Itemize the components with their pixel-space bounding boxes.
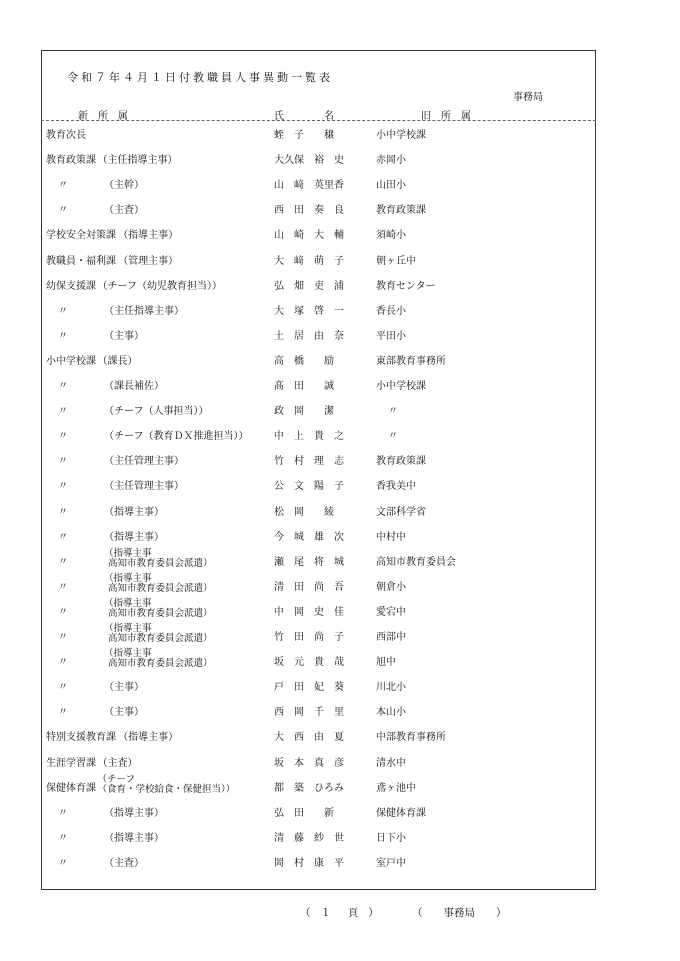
new-department: 〃	[58, 406, 68, 418]
position: （主査）	[104, 205, 144, 217]
employee-name: 都 築 ひろみ	[274, 782, 344, 794]
new-department: 〃	[58, 657, 68, 669]
previous-affiliation: 文部科学省	[376, 506, 426, 518]
new-department: 〃	[58, 556, 68, 568]
previous-affiliation: 平田小	[376, 330, 406, 342]
position-detail: 高知市教育委員会派遣）	[108, 658, 213, 670]
previous-affiliation: 小中学校課	[376, 381, 426, 392]
employee-name: 山 崎 大 輔	[274, 230, 344, 242]
employee-name: 公 文 陽 子	[274, 481, 344, 493]
employee-name: 政 岡 潔	[274, 406, 334, 418]
position: （課長補佐）	[104, 381, 164, 392]
employee-name: 蛭 子 穣	[274, 130, 334, 141]
previous-affiliation: 赤岡小	[376, 155, 406, 167]
position-detail: 高知市教育委員会派遣）	[108, 582, 213, 594]
previous-affiliation: 教育センター	[376, 280, 436, 292]
employee-name: 坂 本 真 彦	[274, 757, 344, 769]
employee-name: 大 﨑 萌 子	[274, 255, 344, 267]
page-open-paren: （	[300, 907, 311, 919]
previous-affiliation: 朝ヶ丘中	[376, 255, 416, 267]
employee-name: 大 塚 啓 一	[274, 305, 344, 317]
position: （指導主事	[104, 572, 152, 584]
position: （チーフ（教育ＤＸ推進担当））	[104, 431, 249, 443]
previous-affiliation: 中村中	[376, 531, 406, 543]
new-department: 〃	[58, 180, 68, 192]
position: （指導主事）	[104, 531, 164, 543]
new-department: 〃	[58, 456, 68, 468]
new-department: 特別支援教育課	[46, 732, 116, 744]
employee-name: 清 田 尚 吾	[274, 581, 344, 593]
position: （主任管理主事）	[104, 456, 184, 468]
page-unit: 頁	[347, 907, 359, 919]
header-new-affiliation: 新 所 属	[78, 111, 128, 122]
new-department: 〃	[58, 807, 68, 819]
position: （主事）	[104, 682, 144, 694]
new-department: 〃	[58, 305, 68, 317]
page-close-paren: ）	[368, 907, 379, 919]
previous-affiliation: 鳶ヶ池中	[376, 782, 416, 794]
previous-affiliation: 保健体育課	[376, 807, 426, 819]
position-detail: 高知市教育委員会派遣）	[108, 607, 213, 619]
page-indicator	[300, 905, 379, 920]
page-number: １	[320, 907, 332, 919]
employee-name: 髙 田 誠	[274, 381, 334, 392]
position: （主任管理主事）	[104, 481, 184, 493]
new-department: 〃	[58, 531, 68, 543]
footer-office: （ 事務局 ）	[412, 907, 507, 919]
new-department: 教育次長	[46, 130, 86, 141]
previous-affiliation: 東部教育事務所	[376, 355, 446, 367]
new-department: 教職員・福利課	[46, 255, 116, 267]
previous-affiliation: 愛宕中	[376, 606, 406, 618]
employee-name: 竹 田 尚 子	[274, 632, 344, 643]
previous-affiliation: 日下小	[376, 832, 406, 844]
position: （指導主事）	[104, 832, 164, 844]
employee-name: 大久保 裕 史	[274, 155, 344, 167]
previous-affiliation: 本山小	[376, 707, 406, 719]
new-department: 生涯学習課	[46, 757, 96, 769]
new-department: 〃	[58, 205, 68, 217]
position: （指導主事）	[104, 807, 164, 819]
position-detail: （食育・学校給食・保健担当））	[97, 783, 236, 795]
employee-name: 竹 村 理 志	[274, 456, 344, 468]
employee-name: 山 﨑 英里香	[274, 180, 344, 192]
new-department: 小中学校課	[46, 355, 96, 367]
employee-name: 瀬 尾 将 城	[274, 556, 344, 568]
new-department: 〃	[58, 606, 68, 618]
new-department: 幼保支援課	[46, 280, 96, 292]
position: （主査）	[104, 857, 144, 869]
previous-affiliation: 教育政策課	[376, 456, 426, 468]
previous-affiliation: 川北小	[376, 682, 406, 694]
employee-name: 岡 村 康 平	[274, 857, 344, 869]
previous-affiliation: 旭中	[376, 657, 396, 669]
position: （指導主事）	[118, 732, 179, 744]
new-department: 〃	[58, 707, 68, 719]
new-department: 教育政策課	[46, 155, 96, 167]
previous-affiliation: 教育政策課	[376, 205, 426, 217]
previous-affiliation: 小中学校課	[376, 130, 426, 141]
employee-name: 大 西 由 夏	[274, 732, 344, 744]
previous-affiliation: 須崎小	[376, 230, 406, 242]
previous-affiliation: 西部中	[376, 632, 406, 643]
employee-name: 弘 田 新	[274, 807, 334, 819]
new-department: 〃	[58, 506, 68, 518]
position: （指導主事	[104, 547, 152, 559]
header-divider	[41, 120, 596, 121]
employee-name: 中 上 貴 之	[274, 431, 344, 443]
employee-name: 西 田 奏 良	[274, 205, 344, 217]
new-department: 〃	[58, 481, 68, 493]
office-label: 事務局	[513, 92, 543, 103]
position: （課長）	[97, 355, 138, 367]
previous-affiliation: 香長小	[376, 305, 406, 317]
previous-affiliation: 清水中	[376, 757, 406, 769]
header-name: 氏 名	[274, 111, 334, 122]
document-title: 令和７年４月１日付教職員人事異動一覧表	[67, 71, 333, 84]
previous-affiliation: 高知市教育委員会	[376, 556, 456, 568]
employee-name: 弘 畑 吏 浦	[274, 280, 344, 292]
position: （主任指導主事）	[104, 305, 184, 317]
position: （指導主事	[104, 597, 152, 609]
employee-name: 清 藤 紗 世	[274, 832, 344, 844]
header-old-affiliation: 旧 所 属	[421, 111, 471, 122]
employee-name: 坂 元 貴 哉	[274, 657, 344, 669]
previous-affiliation: 〃	[388, 406, 398, 418]
position: （指導主事	[104, 648, 152, 660]
position: （主査）	[97, 757, 138, 769]
new-department: 学校安全対策課	[46, 230, 116, 242]
employee-name: 戸 田 妃 葵	[274, 682, 344, 694]
new-department: 〃	[58, 381, 68, 392]
employee-name: 中 岡 史 佳	[274, 606, 344, 618]
new-department: 保健体育課	[46, 782, 96, 794]
position: （指導主事）	[104, 506, 164, 518]
new-department: 〃	[58, 632, 68, 643]
new-department: 〃	[58, 832, 68, 844]
employee-name: 松 岡 綾	[274, 506, 334, 518]
position: （指導主事	[104, 623, 152, 634]
new-department: 〃	[58, 431, 68, 443]
position: （チーフ	[97, 773, 136, 785]
position: （チーフ（幼児教育担当））	[97, 280, 222, 292]
position-detail: 高知市教育委員会派遣）	[108, 633, 213, 644]
position-detail: 高知市教育委員会派遣）	[108, 557, 213, 569]
position: （指導主事）	[118, 230, 179, 242]
employee-name: 今 城 雄 次	[274, 531, 344, 543]
employee-name: 高 橋 励	[274, 355, 334, 367]
position: （主幹）	[104, 180, 144, 192]
new-department: 〃	[58, 581, 68, 593]
position: （主事）	[104, 707, 144, 719]
previous-affiliation: 〃	[388, 431, 398, 443]
employee-name: 西 岡 千 里	[274, 707, 344, 719]
new-department: 〃	[58, 682, 68, 694]
previous-affiliation: 山田小	[376, 180, 406, 192]
employee-name: 土 居 由 奈	[274, 330, 344, 342]
position: （チーフ（人事担当））	[104, 406, 209, 418]
position: （主任指導主事）	[97, 155, 178, 167]
previous-affiliation: 中部教育事務所	[376, 732, 446, 744]
previous-affiliation: 室戸中	[376, 857, 406, 869]
previous-affiliation: 香我美中	[376, 481, 416, 493]
position: （管理主事）	[118, 255, 179, 267]
new-department: 〃	[58, 857, 68, 869]
new-department: 〃	[58, 330, 68, 342]
position: （主事）	[104, 330, 144, 342]
previous-affiliation: 朝倉小	[376, 581, 406, 593]
